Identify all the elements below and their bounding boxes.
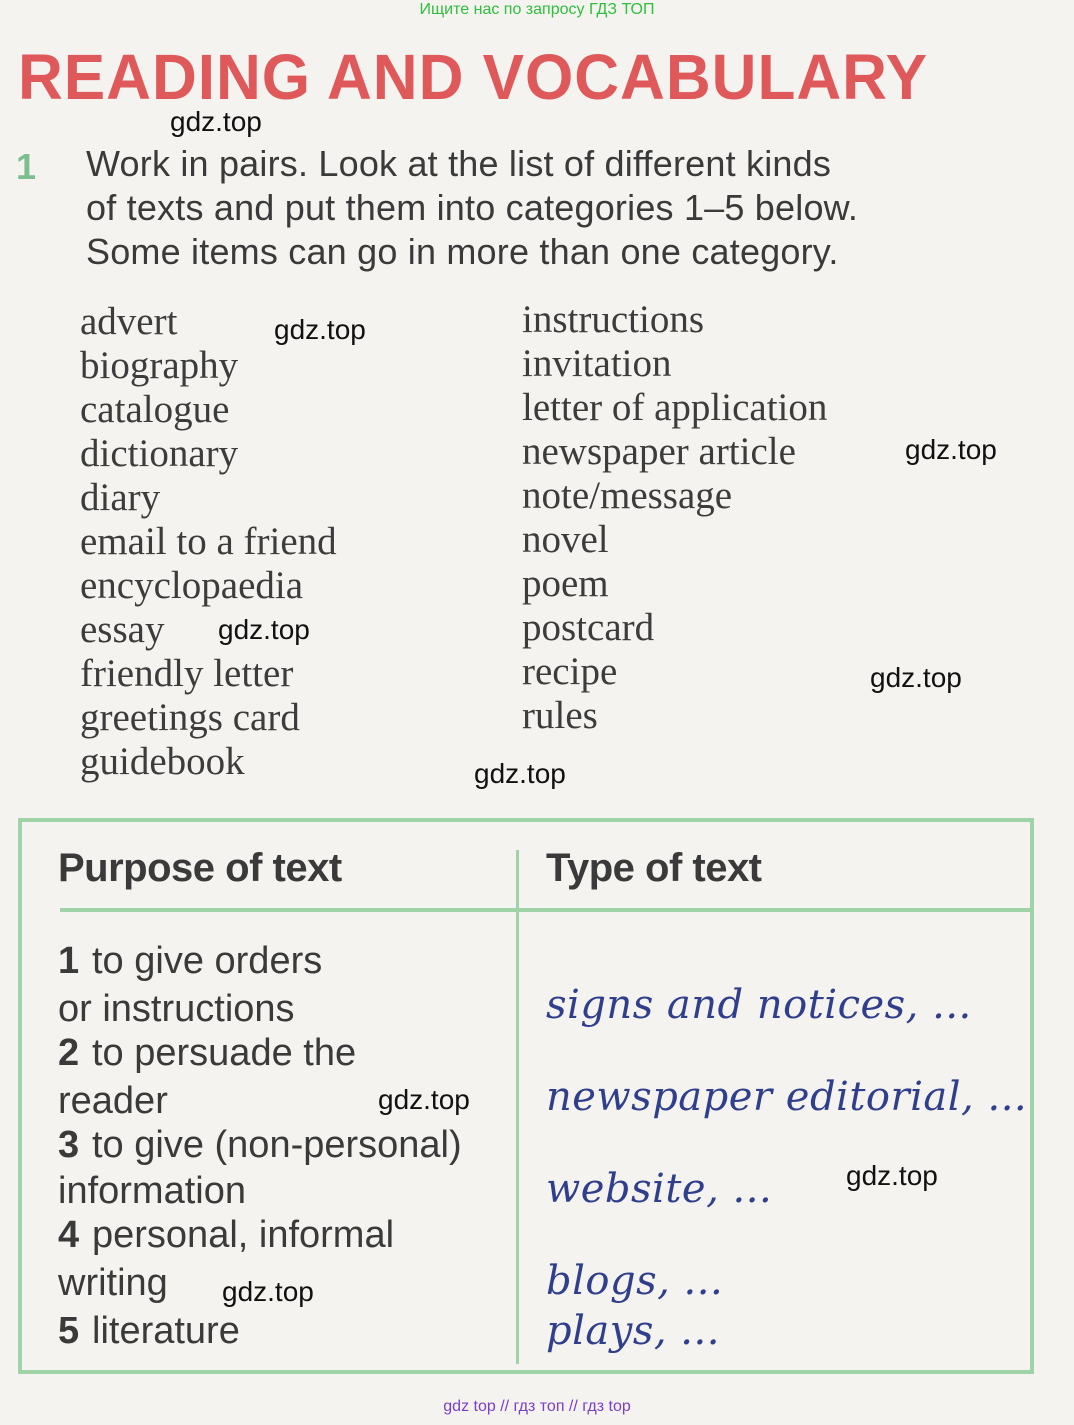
section-heading: READING AND VOCABULARY	[18, 41, 929, 113]
watermark: gdz.top	[222, 1276, 314, 1307]
purpose-item-4	[58, 1214, 394, 1257]
word-item: advert	[80, 300, 178, 343]
watermark: gdz.top	[905, 434, 997, 465]
table-divider-vertical	[516, 850, 519, 1364]
purpose-item-1-cont: or instructions	[58, 988, 295, 1030]
purpose-text: literature	[92, 1310, 240, 1352]
word-item: catalogue	[80, 388, 230, 431]
word-item: dictionary	[80, 432, 239, 475]
top-search-note: Ищите нас по запросу ГДЗ ТОП	[419, 1, 655, 18]
exercise-number: 1	[16, 146, 37, 187]
watermark: gdz.top	[218, 614, 310, 645]
purpose-text: personal, informal	[92, 1214, 395, 1256]
footer-note: gdz top // гдз топ // гдз top	[443, 1398, 631, 1415]
word-item: rules	[522, 694, 598, 737]
watermark: gdz.top	[474, 758, 566, 789]
purpose-number: 4	[58, 1214, 80, 1256]
word-item: diary	[80, 476, 161, 519]
header-purpose: Purpose of text	[58, 846, 342, 890]
purpose-text: to give orders	[92, 940, 323, 982]
word-item: guidebook	[80, 740, 245, 783]
word-item: postcard	[522, 606, 655, 649]
watermark: gdz.top	[870, 662, 962, 693]
word-item: greetings card	[80, 696, 300, 739]
purpose-item-3-cont: information	[58, 1170, 246, 1212]
exercise-instructions	[86, 142, 1056, 274]
watermark: gdz.top	[274, 314, 366, 345]
type-entry: blogs, ...	[546, 1258, 724, 1304]
word-item: recipe	[522, 650, 618, 693]
word-list-right	[522, 298, 827, 738]
table-divider-horizontal	[60, 908, 1032, 912]
word-item: note/message	[522, 474, 733, 517]
word-item: invitation	[522, 342, 672, 385]
purpose-item-2	[58, 1032, 356, 1075]
word-item: encyclopaedia	[80, 564, 304, 607]
categories-table	[18, 818, 1034, 1374]
purpose-number: 3	[58, 1124, 80, 1166]
type-entry: signs and notices, ...	[546, 982, 972, 1028]
watermark: gdz.top	[846, 1160, 938, 1191]
type-entry: newspaper editorial, ...	[546, 1074, 1028, 1120]
word-item: novel	[522, 518, 609, 561]
word-list-left	[80, 300, 337, 784]
purpose-item-3	[58, 1124, 462, 1167]
word-item: email to a friend	[80, 520, 337, 563]
purpose-number: 2	[58, 1032, 80, 1074]
purpose-text: to persuade the	[92, 1032, 357, 1074]
type-entry: website, ...	[546, 1166, 773, 1212]
instruction-line: Some items can go in more than one category.	[86, 231, 839, 272]
purpose-text: to give (non-personal)	[92, 1124, 462, 1166]
purpose-number: 5	[58, 1310, 80, 1352]
word-item: instructions	[522, 298, 704, 341]
purpose-number: 1	[58, 940, 80, 982]
purpose-item-1	[58, 940, 322, 983]
word-item: biography	[80, 344, 239, 387]
purpose-item-4-cont: writing	[58, 1262, 168, 1304]
purpose-item-5	[58, 1310, 240, 1353]
instruction-line: of texts and put them into categories 1–5 below.	[86, 187, 859, 228]
instruction-line: Work in pairs. Look at the list of different kinds	[86, 143, 832, 184]
type-entry: plays, ...	[546, 1308, 720, 1354]
word-item: poem	[522, 562, 609, 605]
word-item: letter of application	[522, 386, 828, 429]
header-type: Type of text	[546, 846, 762, 890]
watermark: gdz.top	[378, 1084, 470, 1115]
purpose-item-2-cont: reader	[58, 1080, 168, 1122]
word-item: friendly letter	[80, 652, 294, 695]
word-item: newspaper article	[522, 430, 796, 473]
word-item: essay	[80, 608, 165, 651]
watermark: gdz.top	[170, 106, 262, 137]
